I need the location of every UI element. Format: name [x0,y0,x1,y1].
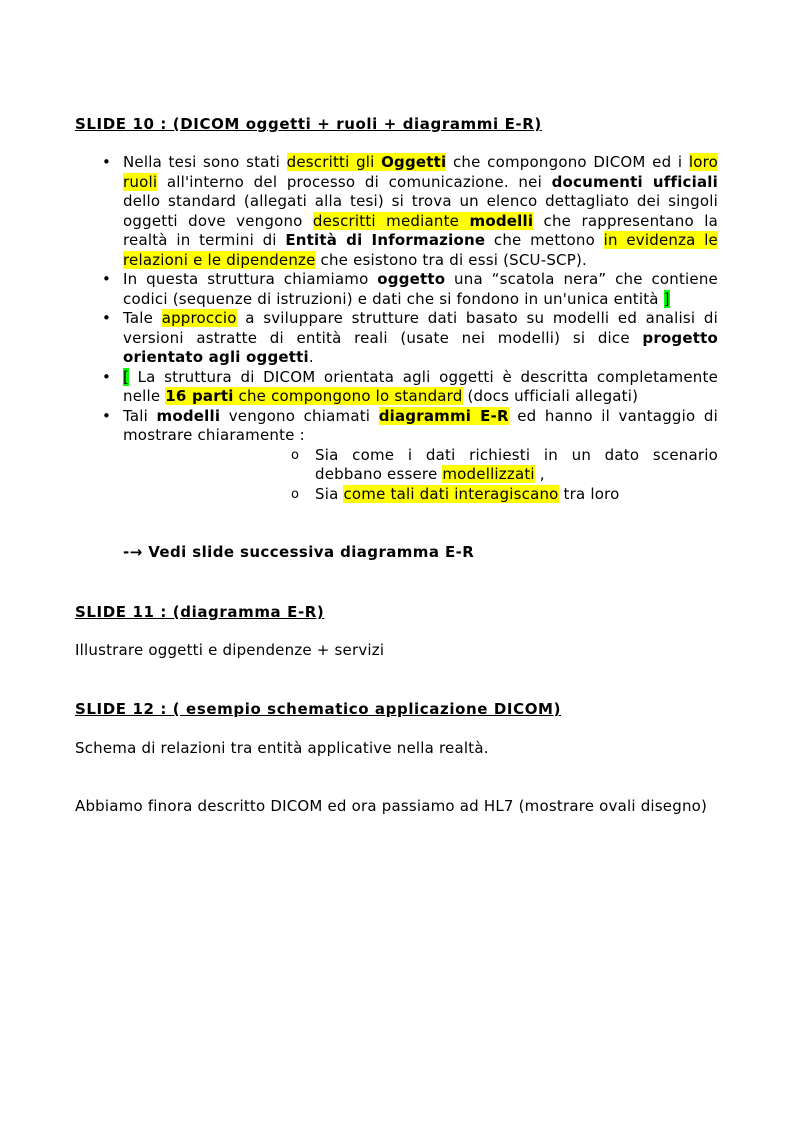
bullet-item-2: • In questa struttura chiamiamo oggetto una “scatola nera” che contiene codici (sequenze di istruzioni) e dati che si fondono in un'unica entità ] [123,270,718,309]
slide12-heading: SLIDE 12 : ( esempio schematico applicazione DICOM) [75,700,562,718]
slide10-bullet-list [75,153,718,504]
sub-bullet-item-2: o Sia come tali dati interagiscano tra loro [315,485,718,505]
bullet-item-5: • Tali modelli vengono chiamati diagrammi E-R ed hanno il vantaggio di mostrare chiaramente : o Sia come i dati richiesti in un dato scenario debbano essere modellizzati , o Sia come tali dati interagiscano tra loro [123,407,718,505]
slide10-heading: SLIDE 10 : (DICOM oggetti + ruoli + diagrammi E-R) [75,115,542,133]
closing-paragraph: Abbiamo finora descritto DICOM ed ora passiamo ad HL7 (mostrare ovali disegno) [75,797,708,815]
slide12-text: Schema di relazioni tra entità applicative nella realtà. [75,739,489,757]
sub-bullet-item-1: o Sia come i dati richiesti in un dato scenario debbano essere modellizzati , [315,446,718,485]
bullet-item-3: • Tale approccio a sviluppare strutture dati basato su modelli ed analisi di versioni astratte di entità reali (usate nei modelli) si dice progetto orientato agli oggetti. [123,309,718,368]
slide11-heading: SLIDE 11 : (diagramma E-R) [75,603,325,621]
next-slide-note: -→ Vedi slide successiva diagramma E-R [123,543,475,561]
slide11-text: Illustrare oggetti e dipendenze + servizi [75,641,385,659]
bullet-item-4: • [ La struttura di DICOM orientata agli oggetti è descritta completamente nelle 16 parti che compongono lo standard (docs ufficiali allegati) [123,368,718,407]
sub-bullet-list [123,446,718,505]
bullet-item-1: • Nella tesi sono stati descritti gli Oggetti che compongono DICOM ed i loro ruoli all'interno del processo di comunicazione. nei documenti ufficiali dello standard (allegati alla tesi) si trova un elenco dettagliato dei singoli oggetti dove vengono descritti mediante modelli che rappresentano la realtà in termini di Entità di Informazione che mettono in evidenza le relazioni e le dipendenze che esistono tra di essi (SCU-SCP). [123,153,718,270]
comment-marker-start: [ [123,367,130,386]
comment-marker-end: ] [663,289,670,308]
